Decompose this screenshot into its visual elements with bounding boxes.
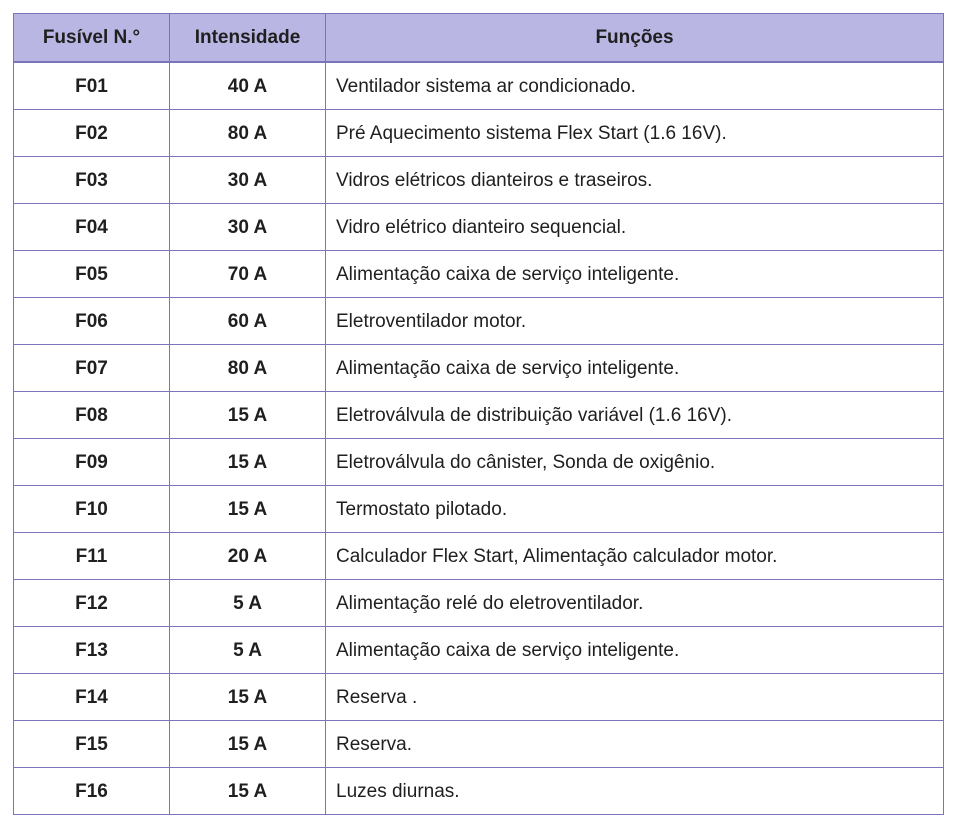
amperage-cell: 15 A [170,674,326,721]
table-row [14,533,944,580]
function-cell: Termostato pilotado. [326,486,944,533]
amperage-cell: 60 A [170,298,326,345]
table-row [14,157,944,204]
fuse-table [13,13,944,815]
table-row [14,345,944,392]
fuse-number-cell: F12 [14,580,170,627]
amperage-cell: 15 A [170,768,326,815]
function-cell: Alimentação caixa de serviço inteligente. [326,251,944,298]
function-cell: Reserva. [326,721,944,768]
function-cell: Alimentação caixa de serviço inteligente. [326,627,944,674]
table-row [14,298,944,345]
amperage-cell: 70 A [170,251,326,298]
table-row [14,674,944,721]
table-body [14,62,944,815]
function-cell: Alimentação relé do eletroventilador. [326,580,944,627]
function-cell: Vidros elétricos dianteiros e traseiros. [326,157,944,204]
amperage-cell: 15 A [170,439,326,486]
function-cell: Pré Aquecimento sistema Flex Start (1.6 16V). [326,110,944,157]
function-cell: Eletroventilador motor. [326,298,944,345]
amperage-cell: 30 A [170,204,326,251]
table-row [14,580,944,627]
fuse-number-cell: F08 [14,392,170,439]
table-row [14,110,944,157]
amperage-cell: 30 A [170,157,326,204]
header-fuse-number: Fusível N.° [14,14,170,63]
header-row [14,14,944,63]
fuse-number-cell: F10 [14,486,170,533]
fuse-number-cell: F09 [14,439,170,486]
fuse-number-cell: F01 [14,62,170,110]
function-cell: Reserva . [326,674,944,721]
function-cell: Eletroválvula do cânister, Sonda de oxigênio. [326,439,944,486]
amperage-cell: 20 A [170,533,326,580]
function-cell: Calculador Flex Start, Alimentação calculador motor. [326,533,944,580]
amperage-cell: 80 A [170,110,326,157]
fuse-number-cell: F05 [14,251,170,298]
function-cell: Luzes diurnas. [326,768,944,815]
fuse-number-cell: F04 [14,204,170,251]
function-cell: Alimentação caixa de serviço inteligente. [326,345,944,392]
fuse-number-cell: F03 [14,157,170,204]
fuse-number-cell: F06 [14,298,170,345]
function-cell: Eletroválvula de distribuição variável (1.6 16V). [326,392,944,439]
amperage-cell: 15 A [170,486,326,533]
table-row [14,204,944,251]
amperage-cell: 5 A [170,627,326,674]
fuse-number-cell: F02 [14,110,170,157]
amperage-cell: 40 A [170,62,326,110]
header-functions: Funções [326,14,944,63]
fuse-number-cell: F14 [14,674,170,721]
table-row [14,627,944,674]
table-row [14,768,944,815]
table-row [14,721,944,768]
table-row [14,486,944,533]
header-amperage: Intensidade [170,14,326,63]
table-header [14,14,944,63]
amperage-cell: 5 A [170,580,326,627]
amperage-cell: 15 A [170,392,326,439]
amperage-cell: 80 A [170,345,326,392]
table-row [14,439,944,486]
fuse-number-cell: F11 [14,533,170,580]
fuse-number-cell: F13 [14,627,170,674]
function-cell: Vidro elétrico dianteiro sequencial. [326,204,944,251]
table-row [14,62,944,110]
amperage-cell: 15 A [170,721,326,768]
function-cell: Ventilador sistema ar condicionado. [326,62,944,110]
fuse-number-cell: F16 [14,768,170,815]
table-row [14,392,944,439]
table-row [14,251,944,298]
fuse-number-cell: F07 [14,345,170,392]
fuse-number-cell: F15 [14,721,170,768]
